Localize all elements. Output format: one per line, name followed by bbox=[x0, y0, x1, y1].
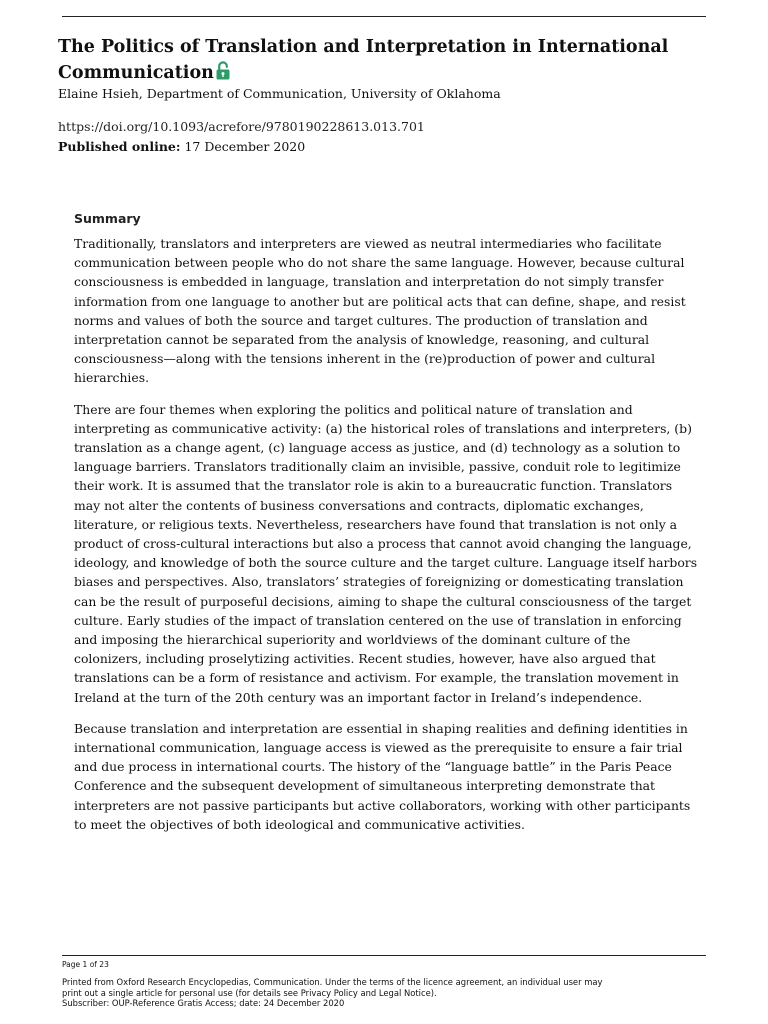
summary-paragraph: Because translation and interpretation are essential in shaping realities and defining identities in international communication, language access is viewed as the prerequisite to ensure a fair trial and due process in international courts. The history of the “language battle” in the Paris Peace Conference and the subsequent development of simultaneous interpreting demonstrate that interpreters are not passive participants but active collaborators, working with other participants to meet the objectives of both ideological and communicative activities. bbox=[74, 720, 691, 832]
author-affiliation: Elaine Hsieh, Department of Communication, University of Oklahoma bbox=[58, 86, 501, 101]
summary-heading: Summary bbox=[74, 211, 141, 226]
licence-notice-line: print out a single article for personal use (for details see Privacy Policy and Legal Notice). bbox=[62, 987, 437, 998]
unlock-icon bbox=[216, 61, 230, 88]
published-online bbox=[58, 139, 305, 155]
summary-paragraph: Traditionally, translators and interpreters are viewed as neutral intermediaries who facilitate communication between people who do not share the same language. However, because cultural consciousness is embedded in language, translation and interpretation do not simply transfer information from one language to another but are political acts that can define, shape, and resist norms and values of both the source and target cultures. The production of translation and interpretation cannot be separated from the analysis of knowledge, reasoning, and cultural consciousness—along with the tensions inherent in the (re)production of power and cultural hierarchies. bbox=[74, 236, 686, 386]
page-number: Page 1 of 23 bbox=[62, 960, 109, 969]
footer-rule bbox=[62, 955, 706, 956]
subscriber-line: Subscriber: OUP-Reference Gratis Access; date: 24 December 2020 bbox=[62, 998, 345, 1008]
licence-notice-line: Printed from Oxford Research Encyclopedias, Communication. Under the terms of the licence agreement, an individual user may bbox=[62, 977, 603, 987]
page-footer bbox=[62, 960, 706, 1009]
header-rule bbox=[62, 16, 706, 17]
article-title-text: The Politics of Translation and Interpretation in International Communication bbox=[58, 37, 669, 83]
doi-link[interactable]: https://doi.org/10.1093/acrefore/9780190228613.013.701 bbox=[58, 119, 425, 134]
published-label: Published online: bbox=[58, 139, 181, 154]
article-title bbox=[58, 34, 698, 88]
summary-body bbox=[74, 234, 702, 846]
published-date: 17 December 2020 bbox=[184, 139, 306, 154]
summary-paragraph: There are four themes when exploring the politics and political nature of translation and interpreting as communicative activity: (a) the historical roles of translations and interpreters, (b) translation as a change agent, (c) language access as justice, and (d) technology as a solution to language barriers. Translators traditionally claim an invisible, passive, conduit role to legitimize their work. It is assumed that the translator role is akin to a bureaucratic function. Translators may not alter the contents of business conversations and contracts, diplomatic exchanges, literature, or religious texts. Nevertheless, researchers have found that translation is not only a product of cross-cultural interactions but also a process that cannot avoid changing the language, ideology, and knowledge of both the source culture and the target culture. Language itself harbors biases and perspectives. Also, translators’ strategies of foreignizing or domesticating translation can be the result of purposeful decisions, aiming to shape the cultural consciousness of the target culture. Early studies of the impact of translation centered on the use of translation in enforcing and imposing the hierarchical superiority and worldviews of the dominant culture of the colonizers, including proselytizing activities. Recent studies, however, have also argued that translations can be a form of resistance and activism. For example, the translation movement in Ireland at the turn of the 20th century was an important factor in Ireland’s independence. bbox=[74, 401, 698, 705]
